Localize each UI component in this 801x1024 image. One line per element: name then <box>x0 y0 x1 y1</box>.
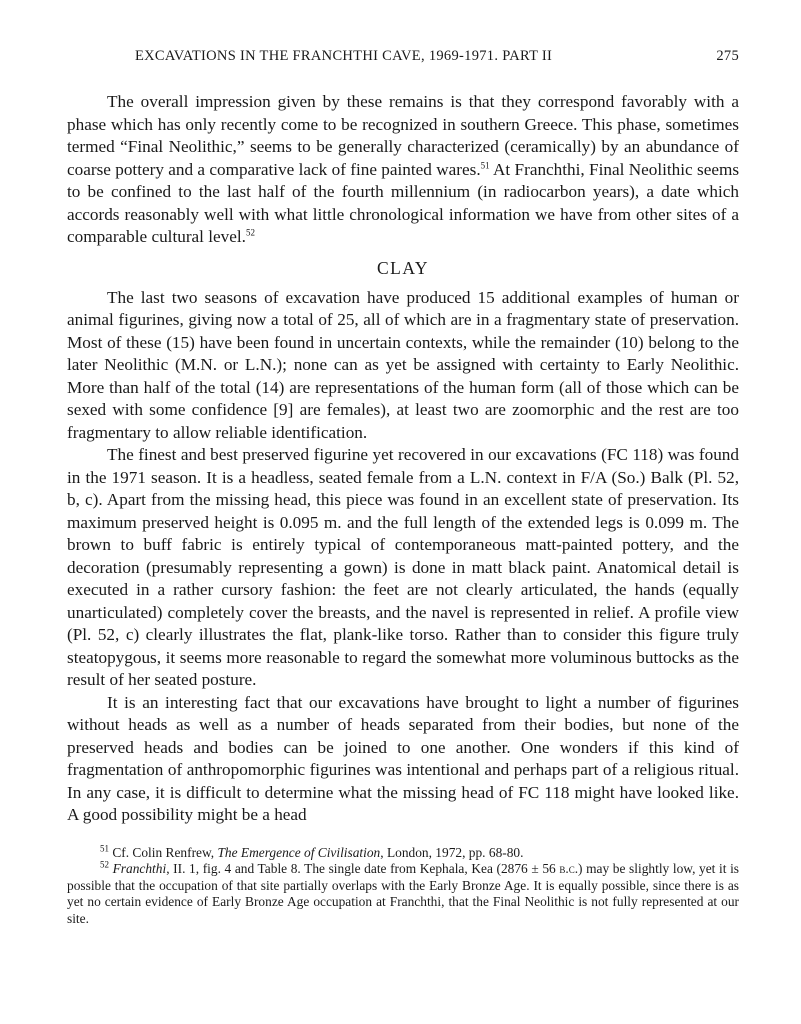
footnote-51-prefix: Cf. Colin Renfrew, <box>109 844 218 860</box>
footnote-52-text-b: ) may be slightly low, yet it is possible that the occupation of that site partially overlaps with the Early Bronze Age. It is equally possible, since there is as yet no certain evidence of Early Bronze Age occupation at Franchthi, that the Final Neolithic is not fully represented at our site. <box>67 861 739 926</box>
footnote-51 <box>67 845 739 862</box>
footnote-52-text-a: , II. 1, fig. 4 and Table 8. The single date from Kephala, Kea (2876 ± 56 <box>166 861 560 876</box>
section-heading-clay: CLAY <box>376 257 430 278</box>
footnote-52-number: 52 <box>100 859 109 870</box>
footnote-51-title: The Emergence of Civilisation <box>217 844 381 860</box>
paragraph-1 <box>67 91 739 249</box>
footnote-51-number: 51 <box>100 843 109 854</box>
paragraph-4: It is an interesting fact that our excavations have brought to light a number of figurines without heads as well as a number of heads separated from their bodies, but none of the preserved heads and bodies can be joined to one another. One wonders if this kind of fragmentation of anthropomorphic figurines was intentional and perhaps part of a religious ritual. In any case, it is difficult to determine what the missing head of FC 118 might have looked like. A good possibility might be a head <box>67 692 739 824</box>
paragraph-1-text-a: The overall impression given by these remains is that they correspond favorably with a phase which has only recently come to be recognized in southern Greece. This phase, sometimes termed “Final Neolithic,” seems to be generally characterized (ceramically) by an abundance of coarse pottery and a comparative lack of fine painted wares. <box>67 92 739 179</box>
paragraph-3: The finest and best preserved figurine yet recovered in our excavations (FC 118) was found in the 1971 season. It is a headless, seated female from a L.N. context in F/A (So.) Balk (Pl. 52, b, c). Apart from the missing head, this piece was found in an excellent state of preservation. Its maximum preserved height is 0.095 m. and the full length of the extended legs is 0.099 m. The brown to buff fabric is entirely typical of contemporaneous matt-painted pottery, and the decoration (presumably representing a gown) is done in matt black paint. Anatomical detail is executed in a rather cursory fashion: the feet are not clearly articulated, the hands (equally unarticulated) completely cover the breasts, and the navel is represented in relief. A profile view (Pl. 52, c) clearly illustrates the flat, plank-like torso. Rather than to consider this figure truly steatopygous, it seems more reasonable to regard the somewhat more voluminous buttocks as the result of her seated posture. <box>67 445 739 689</box>
footnote-52 <box>67 861 739 927</box>
footnote-ref-51[interactable]: 51 <box>480 159 490 170</box>
paragraph-1-text-b: At Franchthi, Final Neolithic seems to be confined to the last half of the fourth millennium (in radiocarbon years), a date which accords reasonably well with what little chronological information we have from other sites of a comparable cultural level. <box>67 159 740 246</box>
footnotes <box>67 845 739 928</box>
page <box>67 48 739 927</box>
paragraph-2: The last two seasons of excavation have produced 15 additional examples of human or animal figurines, giving now a total of 25, all of which are in a fragmentary state of preservation. Most of these (15) have been found in uncertain contexts, while the remainder (10) belong to the later Neolithic (M.N. or L.N.); none can as yet be assigned with certainty to Early Neolithic. More than half of the total (14) are representations of the human form (all of those which can be sexed with some confidence [9] are females), at least two are zoomorphic and the rest are too fragmentary to allow reliable identification. <box>67 287 739 442</box>
running-head <box>67 48 739 65</box>
footnote-51-suffix: , London, 1972, pp. 68-80. <box>380 844 524 860</box>
footnote-ref-52[interactable]: 52 <box>245 227 255 238</box>
page-number: 275 <box>716 48 739 64</box>
footnote-52-title: Franchthi <box>112 861 167 876</box>
running-head-title: EXCAVATIONS IN THE FRANCHTHI CAVE, 1969-1971. PART II <box>135 48 553 64</box>
body-text <box>67 91 739 827</box>
footnote-52-era: b.c. <box>559 861 579 876</box>
